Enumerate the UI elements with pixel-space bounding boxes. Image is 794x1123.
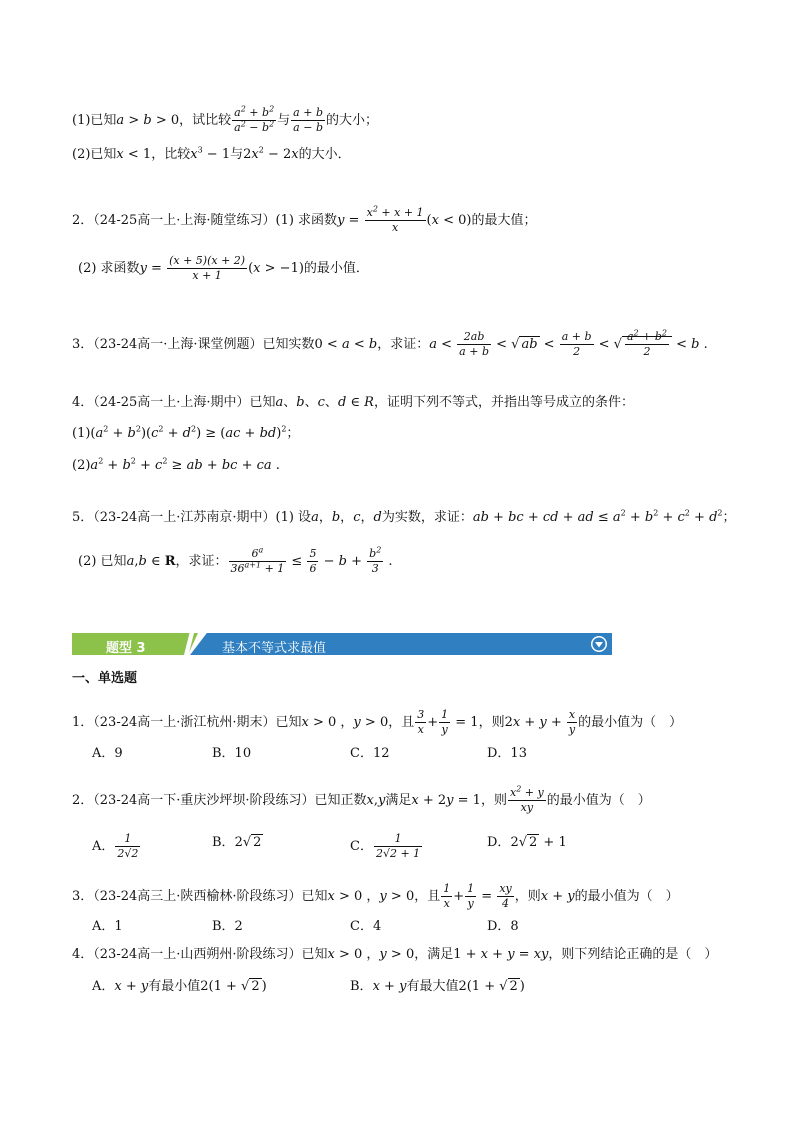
q2-text: 的最大值； xyxy=(471,212,537,228)
mcq2-option-c: C． $\frac{1}{2√2 + 1}$ xyxy=(350,832,421,860)
q5-text: 为实数，求证： xyxy=(381,510,473,525)
q2-text: 2．（24-25高一上·上海·随堂练习）(1) 求函数 xyxy=(72,212,338,228)
mcq3-option-c: C．4 xyxy=(350,919,382,934)
q4-text: 4．（24-25高一上·上海·期中）已知 xyxy=(72,395,276,410)
mcq4-text: ，则下列结论正确的是（ ） xyxy=(548,947,718,962)
chevron-down-icon xyxy=(590,635,608,653)
mcq4-option-b: B．x + y有最大值2(1 + √ 2 ) xyxy=(350,979,525,994)
math: a xyxy=(116,112,125,128)
q1-part2: (2)已知x < 1，比较$x^3 - 1$与$2x^2 - 2x$的大小． xyxy=(72,145,351,162)
q3-text: 3．（23-24高一·上海·课堂例题）已知实数 xyxy=(72,336,315,352)
fraction: $\frac{a + b}{a - b}$ xyxy=(293,106,323,134)
q1-p2-text: 与 xyxy=(230,147,244,162)
q1-p2-text: 的大小． xyxy=(298,147,351,162)
banner-label: 题型 3 xyxy=(106,641,146,656)
mcq2-option-b: B．2√ 2 xyxy=(212,835,262,850)
q3-text: ，求证： xyxy=(377,336,430,352)
fraction: $\frac{6^a}{36^{a+1} + 1}$ xyxy=(230,545,285,575)
fraction: $\frac{b^2}{3}$ xyxy=(369,545,382,575)
mcq2-text: 满足 xyxy=(385,792,412,808)
fraction: $\frac{x}{y}$ xyxy=(568,708,576,736)
fraction: $\frac{xy}{4}$ xyxy=(499,882,512,910)
mcq1-text: ，则 xyxy=(478,714,505,730)
q4-text: (1) xyxy=(72,426,91,441)
mcq3-text: ，且 xyxy=(414,888,441,904)
q5-text: (2) 已知 xyxy=(78,553,127,569)
q1-p1-text: 与 xyxy=(277,112,291,128)
mcq4-text: 4．（23-24高一上·山西朔州·阶段练习）已知 xyxy=(72,947,328,962)
q1-p2-text: ，比较 xyxy=(151,147,191,162)
fraction: $\frac{1}{y}$ xyxy=(441,708,449,736)
q4-text: ，证明下列不等式，并指出等号成立的条件： xyxy=(373,395,634,410)
mcq4-option-a: A．x + y有最小值2(1 + √ 2 ) xyxy=(92,979,267,994)
q4-part2: $(2)a^2 + b^2 + c^2$ ≥ ab + bc + ca . xyxy=(72,456,280,473)
mcq3-option-d: D．8 xyxy=(487,919,519,934)
section-banner xyxy=(72,633,612,655)
q1-p1-text: 的大小； xyxy=(325,112,378,128)
mcq4-text: ，满足 xyxy=(414,947,454,962)
mcq3-text: 3．（23-24高三上·陕西榆林·阶段练习）已知 xyxy=(72,888,328,904)
q3: 3．（23-24高一·上海·课堂例题）已知实数0 < a < b，求证：a < $\frac{2ab}{a + b}$ < √ ab < $\frac{a + b}{2}$ < √ $\frac{a^2 + b^2}{2}$ < b . xyxy=(72,328,708,358)
q1-p1-text: ，试比较 xyxy=(179,112,232,128)
q4-part1: $(1)(a^2 + b^2)(c^2 + d^2) \ge (ac + bd)^2$； xyxy=(72,424,300,441)
fraction: $\frac{2ab}{a + b}$ xyxy=(459,330,489,358)
section-heading: 一、单选题 xyxy=(72,671,138,686)
mcq2-text: 的最小值为（ ） xyxy=(546,792,651,808)
mcq1-stem: 1．（23-24高一上·浙江杭州·期末）已知x > 0 ，y > 0，且 $\frac{3}{x}$ + $\frac{1}{y}$ = 1，则2x + y + $\frac{x}{y}$ 的最小值为（ ） xyxy=(72,708,683,736)
mcq1-text: ，且 xyxy=(388,714,415,730)
mcq1-text: 的最小值为（ ） xyxy=(578,714,683,730)
q5-part1: 5．（23-24高一上·江苏南京·期中）(1) 设a，b，c，d为实数，求证：ab + bc + cd + ad ≤ $a^2 + b^2 + c^2 + d^2$； xyxy=(72,508,736,525)
mcq2-text: ，则 xyxy=(480,792,507,808)
q5-part2: (2) 已知a,b ∈ R，求证： $\frac{6^a}{36^{a+1} + 1}$ ≤ $\frac{5}{6}$ − b + $\frac{b^2}{3}$ . xyxy=(78,545,393,575)
q5-text: ，求证： xyxy=(175,553,228,569)
mcq4-stem: 4．（23-24高一上·山西朔州·阶段练习）已知x > 0 ，y > 0，满足1 + x + y = xy，则下列结论正确的是（ ） xyxy=(72,947,718,962)
fraction: $\frac{1}{y}$ xyxy=(467,882,475,910)
mcq2-text: 2．（23-24高一下·重庆沙坪坝·阶段练习）已知正数 xyxy=(72,792,367,808)
q4-text: (2) xyxy=(72,458,91,473)
fraction: $\frac{a + b}{2}$ xyxy=(561,330,592,358)
fraction: $\frac{a^2 + b^2}{2}$ xyxy=(626,328,667,358)
mcq1-option-c: C．12 xyxy=(350,746,390,761)
fraction: $\frac{5}{6}$ xyxy=(309,547,317,575)
mcq3-text: 的最小值为（ ） xyxy=(574,888,679,904)
q2-text: (2) 求函数 xyxy=(78,260,140,276)
mcq2-stem: 2．（23-24高一下·重庆沙坪坝·阶段练习）已知正数x,y满足x + 2y = 1，则 $\frac{x^2 + y}{xy}$ 的最小值为（ ） xyxy=(72,784,651,814)
q5-text: 5．（23-24高一上·江苏南京·期中）(1) 设 xyxy=(72,510,312,525)
fraction: $\frac{x^2 + x + 1}{x}$ xyxy=(366,204,424,234)
q1-part1: (1)已知a > b > 0，试比较 $\frac{a^2 + b^2}{a^2 - b^2}$ 与 $\frac{a + b}{a - b}$ 的大小； xyxy=(72,104,378,134)
fraction: $\frac{a^2 + b^2}{a^2 - b^2}$ xyxy=(234,104,275,134)
q2-text: 的最小值． xyxy=(303,260,369,276)
fraction: $\frac{3}{x}$ xyxy=(417,708,425,736)
mcq2-option-d: D．2√ 2 + 1 xyxy=(487,835,567,850)
mcq3-option-b: B．2 xyxy=(212,919,243,934)
q2-part1: 2．（24-25高一上·上海·随堂练习）(1) 求函数y = $\frac{x^2 + x + 1}{x}$ (x < 0)的最大值； xyxy=(72,204,537,234)
mcq3-text: ，则 xyxy=(514,888,541,904)
banner-title: 基本不等式求最值 xyxy=(222,641,327,656)
mcq1-option-b: B．10 xyxy=(212,746,252,761)
mcq3-option-a: A．1 xyxy=(92,919,123,934)
fraction: $\frac{(x + 5)(x + 2)}{x + 1}$ xyxy=(169,254,246,282)
q4-stem: 4．（24-25高一上·上海·期中）已知a、b、c、d ∈ R，证明下列不等式，并指出等号成立的条件： xyxy=(72,395,634,410)
q1-p1-text: (1)已知 xyxy=(72,112,117,128)
mcq3-stem: 3．（23-24高三上·陕西榆林·阶段练习）已知x > 0 ，y > 0，且 $\frac{1}{x}$ + $\frac{1}{y}$ = $\frac{xy}{4}$ ，则x + y的最小值为（ ） xyxy=(72,882,679,910)
q2-part2: (2) 求函数y = $\frac{(x + 5)(x + 2)}{x + 1}$ (x > −1)的最小值． xyxy=(78,254,369,282)
mcq2-option-a: A． $\frac{1}{2√2}$ xyxy=(92,832,139,860)
fraction: $\frac{1}{x}$ xyxy=(443,882,451,910)
q1-p2-text: (2)已知 xyxy=(72,147,117,162)
mcq1-text: 1．（23-24高一上·浙江杭州·期末）已知 xyxy=(72,714,302,730)
mcq1-option-d: D．13 xyxy=(487,746,527,761)
fraction: $\frac{x^2 + y}{xy}$ xyxy=(509,784,544,814)
mcq1-option-a: A．9 xyxy=(92,746,123,761)
